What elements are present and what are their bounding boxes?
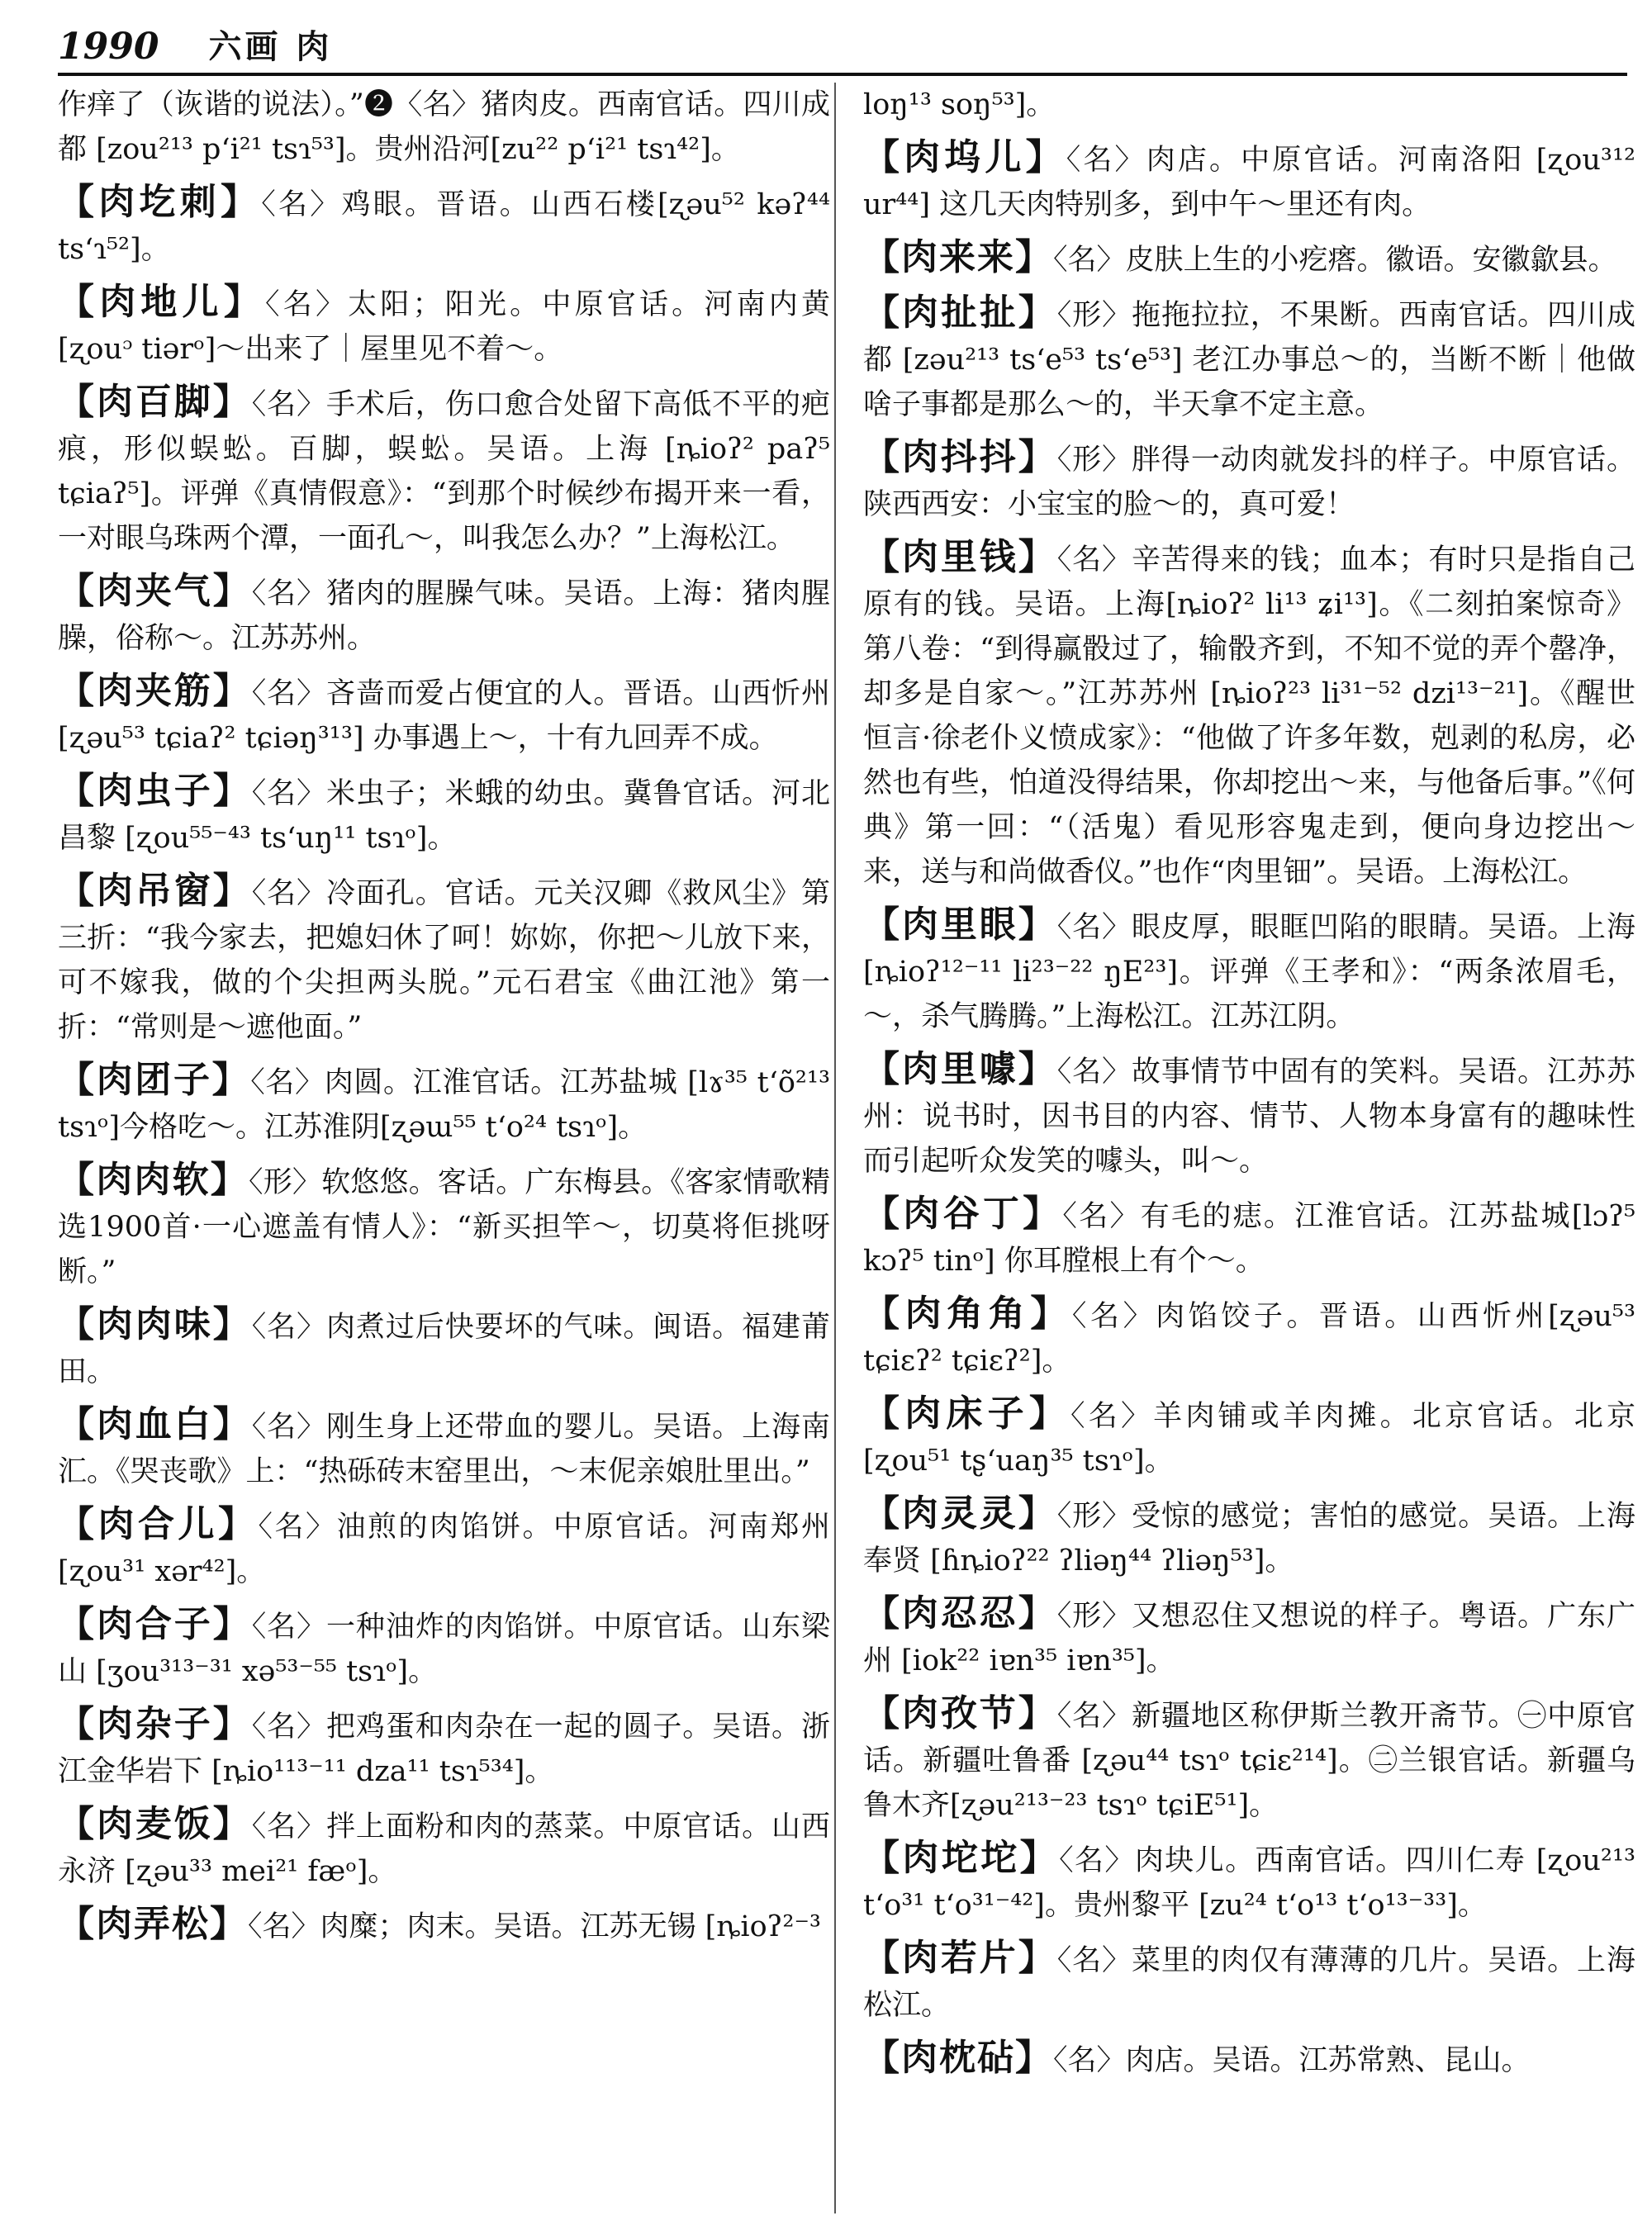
- dictionary-entry: [863, 1592, 1635, 1683]
- dictionary-entry: [863, 903, 1635, 1039]
- entry-headword: 【肉坨坨】: [863, 1837, 1060, 1879]
- entry-headword: 【肉团子】: [58, 1059, 251, 1101]
- entry-headword: 【肉弄松】: [58, 1903, 248, 1945]
- entry-headword: 【肉床子】: [863, 1393, 1071, 1435]
- entry-definition: 〈名〉肉圆。江淮官话。江苏盐城 [lɤ³⁵ t‘õ²¹³ tsɿᵒ]今格吃～。江苏淮阴[ʐəɯ⁵⁵ t‘o²⁴ tsɿᵒ]。: [58, 1066, 830, 1144]
- entry-headword: 【肉里眼】: [863, 904, 1057, 946]
- entry-definition: 〈名〉肉店。吴语。江苏常熟、昆山。: [1053, 2044, 1531, 2077]
- entry-definition: 〈名〉眼皮厚，眼眶凹陷的眼睛。吴语。上海[ȵioʔ¹²⁻¹¹ li²³⁻²² ŋE²³]。评弹《王孝和》：“两条浓眉毛，～，杀气腾腾。”上海松江。江苏江阴。: [863, 911, 1635, 1033]
- entry-definition: 〈名〉辛苦得来的钱；血本；有时只是指自己原有的钱。吴语。上海[ȵioʔ² li¹³ ʑi¹³]。《二刻拍案惊奇》第八卷：“到得赢骰过了，输骰齐到，不知不觉的弄个罄净，却多是自家～。”江苏苏州 [ȵioʔ²³ li³¹⁻⁵² dzi¹³⁻²¹]。《醒世恒言·徐老仆义愤成家》：“他做了许多年数，剋剥的私房，必然也有些，怕道没得结果，你却挖出～来，与他备后事。”《何典》第一回：“（活鬼）看见形容鬼走到，便向身边挖出～来，送与和尚做香仪。”也作“肉里钿”。吴语。上海松江。: [863, 543, 1635, 889]
- entry-headword: 【肉血白】: [58, 1403, 252, 1445]
- entry-definition: 〈名〉手术后，伤口愈合处留下高低不平的疤痕，形似蜈蚣。百脚，蜈蚣。吴语。上海 [ȵioʔ² paʔ⁵ tɕiaʔ⁵]。评弹《真情假意》：“到那个时候纱布揭开来一看，一对眼乌珠两个潭，一面孔～，叫我怎么办？”上海松江。: [58, 388, 830, 555]
- dictionary-entry: [58, 280, 830, 372]
- entry-headword: 【肉地儿】: [58, 281, 266, 323]
- dictionary-entry: [863, 135, 1635, 227]
- entry-definition: 〈名〉皮肤上生的小疙瘩。徽语。安徽歙县。: [1053, 244, 1617, 277]
- entry-definition: 〈名〉吝啬而爱占便宜的人。晋语。山西忻州[ʐəu⁵³ tɕiaʔ² tɕiəŋ³¹³] 办事遇上～，十有九回弄不成。: [58, 677, 830, 755]
- entry-definition: 〈名〉菜里的肉仅有薄薄的几片。吴语。上海松江。: [863, 1944, 1635, 2022]
- dictionary-entry: [863, 2036, 1635, 2083]
- section-title: 六画 肉: [208, 27, 333, 66]
- dictionary-entry: [863, 1192, 1635, 1283]
- entry-headword: 【肉里噱】: [863, 1048, 1057, 1090]
- entry-headword: 【肉肉软】: [58, 1159, 249, 1201]
- dictionary-entry: [58, 1902, 830, 1949]
- entry-headword: 【肉坞儿】: [863, 136, 1066, 178]
- dictionary-entry: [58, 1602, 830, 1694]
- entry-headword: 【肉夹气】: [58, 570, 252, 612]
- dictionary-entry: [58, 1802, 830, 1894]
- entry-definition: 〈名〉油煎的肉馅饼。中原官话。河南郑州 [ʐou³¹ xər⁴²]。: [58, 1511, 830, 1588]
- dictionary-entry: [58, 1702, 830, 1794]
- entry-definition: 〈名〉太阳；阳光。中原官话。河南内黄 [ʐouᵓ tiərᵒ]～出来了｜屋里见不着～。: [58, 288, 830, 366]
- entry-headword: 【肉夹筋】: [58, 670, 252, 712]
- page-number: 1990: [58, 26, 159, 68]
- entry-definition: 〈名〉有毛的痣。江淮官话。江苏盐城[lɔʔ⁵ kɔʔ⁵ tinᵒ] 你耳膛根上有个～。: [863, 1200, 1635, 1278]
- entry-headword: 【肉枕砧】: [863, 2037, 1053, 2079]
- dictionary-entry: [863, 1691, 1635, 1828]
- dictionary-entry: [863, 1047, 1635, 1184]
- entry-definition: 〈形〉又想忍住又想说的样子。粤语。广东广州 [iok²² iɐn³⁵ iɐn³⁵]。: [863, 1600, 1635, 1677]
- dictionary-entry: [58, 83, 830, 172]
- entry-definition: 〈形〉受惊的感觉；害怕的感觉。吴语。上海奉贤 [ɦȵioʔ²² ʔliəŋ⁴⁴ ʔliəŋ⁵³]。: [863, 1500, 1635, 1578]
- dictionary-entry: [863, 291, 1635, 427]
- entry-definition: 〈形〉软悠悠。客话。广东梅县。《客家情歌精选1900首·一心遮盖有情人》：“新买担竿～，切莫将佢挑呀断。”: [58, 1166, 830, 1288]
- dictionary-entry: [863, 1292, 1635, 1383]
- entry-definition: 〈名〉肉店。中原官话。河南洛阳 [ʐou³¹² ur⁴⁴] 这几天肉特别多，到中午～里还有肉。: [863, 144, 1635, 221]
- entry-definition: 〈形〉拖拖拉拉，不果断。西南官话。四川成都 [zəu²¹³ ts‘e⁵³ ts‘e⁵³] 老江办事总～的，当断不断｜他做啥子事都是那么～的，半天拿不定主意。: [863, 299, 1635, 421]
- entry-headword: 【肉若片】: [863, 1937, 1057, 1979]
- right-column: [863, 83, 1635, 2213]
- entry-definition: 〈名〉肉糜；肉末。吴语。江苏无锡 [ȵioʔ²⁻³: [248, 1910, 821, 1943]
- entry-headword: 【肉抖抖】: [863, 436, 1057, 478]
- entry-definition: 作痒了（诙谐的说法）。”❷〈名〉猪肉皮。西南官话。四川成都 [zou²¹³ p‘i²¹ tsɿ⁵³]。贵州沿河[zu²² p‘i²¹ tsɿ⁴²]。: [58, 88, 830, 166]
- entry-definition: 〈形〉胖得一动肉就发抖的样子。中原官话。陕西西安：小宝宝的脸～的，真可爱！: [863, 444, 1635, 521]
- dictionary-entry: [863, 1392, 1635, 1483]
- left-column: [58, 83, 830, 2213]
- entry-headword: 【肉谷丁】: [863, 1193, 1063, 1235]
- entry-headword: 【肉扯扯】: [863, 292, 1057, 334]
- entry-headword: 【肉孜节】: [863, 1692, 1057, 1734]
- entry-headword: 【肉虫子】: [58, 770, 252, 812]
- dictionary-entry: [58, 1402, 830, 1494]
- entry-definition: 〈名〉肉馅饺子。晋语。山西忻州[ʐəu⁵³ tɕiɛʔ² tɕiɛʔ²]。: [863, 1300, 1635, 1378]
- dictionary-entry: [58, 180, 830, 272]
- dictionary-entry: [58, 669, 830, 761]
- dictionary-entry: [58, 1502, 830, 1594]
- dictionary-entry: [863, 83, 1635, 127]
- entry-headword: 【肉合子】: [58, 1603, 252, 1645]
- entry-definition: 〈名〉羊肉铺或羊肉摊。北京官话。北京 [ʐou⁵¹ tʂ‘uaŋ³⁵ tsɿᵒ]。: [863, 1400, 1635, 1478]
- dictionary-entry: [58, 769, 830, 861]
- entry-definition: 〈名〉肉煮过后快要坏的气味。闽语。福建莆田。: [58, 1311, 830, 1388]
- entry-definition: 〈名〉肉块儿。西南官话。四川仁寿 [ʐou²¹³ t‘o³¹ t‘o³¹⁻⁴²]。贵州黎平 [zu²⁴ t‘o¹³ t‘o¹³⁻³³]。: [863, 1844, 1635, 1922]
- entry-headword: 【肉来来】: [863, 236, 1053, 278]
- dictionary-entry: [863, 435, 1635, 527]
- dictionary-entry: [58, 1158, 830, 1294]
- dictionary-entry: [58, 1302, 830, 1394]
- entry-headword: 【肉灵灵】: [863, 1492, 1057, 1535]
- entry-headword: 【肉角角】: [863, 1293, 1072, 1335]
- entry-definition: 〈名〉一种油炸的肉馅饼。中原官话。山东梁山 [ʒou³¹³⁻³¹ xə⁵³⁻⁵⁵ tsɿᵒ]。: [58, 1611, 830, 1688]
- dictionary-entry: [863, 535, 1635, 894]
- entry-headword: 【肉杂子】: [58, 1703, 252, 1745]
- entry-headword: 【肉肉味】: [58, 1303, 252, 1345]
- entry-headword: 【肉吊窗】: [58, 870, 252, 912]
- entry-headword: 【肉里钱】: [863, 536, 1057, 578]
- entry-definition: 〈名〉故事情节中固有的笑料。吴语。江苏苏州：说书时，因书目的内容、情节、人物本身富有的趣味性而引起听众发笑的噱头，叫～。: [863, 1056, 1635, 1178]
- entry-definition: 〈名〉米虫子；米蛾的幼虫。冀鲁官话。河北昌黎 [ʐou⁵⁵⁻⁴³ ts‘uŋ¹¹ tsɿᵒ]。: [58, 777, 830, 855]
- dictionary-entry: [58, 869, 830, 1050]
- dictionary-entry: [58, 569, 830, 661]
- entry-definition: 〈名〉冷面孔。官话。元关汉卿《救风尘》第三折：“我今家去，把媳妇休了呵！妳妳，你把～儿放下来，可不嫁我，做的个尖担两头脱。”元石君宝《曲江池》第一折：“常则是～遮他面。”: [58, 877, 830, 1044]
- dictionary-entry: [863, 235, 1635, 282]
- entry-definition: 〈名〉刚生身上还带血的婴儿。吴语。上海南汇。《哭丧歌》上：“热砾砖末窑里出，～末伲亲娘肚里出。”: [58, 1411, 830, 1488]
- entry-definition: 〈名〉把鸡蛋和肉杂在一起的圆子。吴语。浙江金华岩下 [ȵio¹¹³⁻¹¹ dza¹¹ tsɿ⁵³⁴]。: [58, 1710, 830, 1788]
- entry-definition: 〈名〉鸡眼。晋语。山西石楼[ʐəu⁵² kəʔ⁴⁴ ts‘ɿ⁵²]。: [58, 188, 830, 266]
- entry-definition: 〈名〉新疆地区称伊斯兰教开斋节。㊀中原官话。新疆吐鲁番 [ʐəu⁴⁴ tsɿᵒ tɕiɛ²¹⁴]。㊁兰银官话。新疆乌鲁木齐[ʐəu²¹³⁻²³ tsɿᵒ tɕiE⁵¹]。: [863, 1700, 1635, 1822]
- entry-definition: 〈名〉猪肉的腥臊气味。吴语。上海：猪肉腥臊，俗称～。江苏苏州。: [58, 577, 830, 655]
- dictionary-entry: [863, 1836, 1635, 1928]
- column-divider: [834, 83, 836, 2213]
- dictionary-entry: [58, 380, 830, 561]
- entry-headword: 【肉合儿】: [58, 1503, 259, 1545]
- page-header: [58, 25, 1627, 76]
- dictionary-entry: [863, 1936, 1635, 2028]
- entry-headword: 【肉麦饭】: [58, 1803, 252, 1845]
- dictionary-entry: [58, 1058, 830, 1150]
- entry-definition: 〈名〉拌上面粉和肉的蒸菜。中原官话。山西永济 [ʐəu³³ mei²¹ fæᵒ]。: [58, 1810, 830, 1888]
- entry-headword: 【肉百脚】: [58, 381, 252, 423]
- entry-headword: 【肉忍忍】: [863, 1592, 1057, 1635]
- entry-definition: loŋ¹³ soŋ⁵³]。: [863, 88, 1056, 121]
- dictionary-entry: [863, 1492, 1635, 1583]
- entry-headword: 【肉圪刺】: [58, 181, 262, 223]
